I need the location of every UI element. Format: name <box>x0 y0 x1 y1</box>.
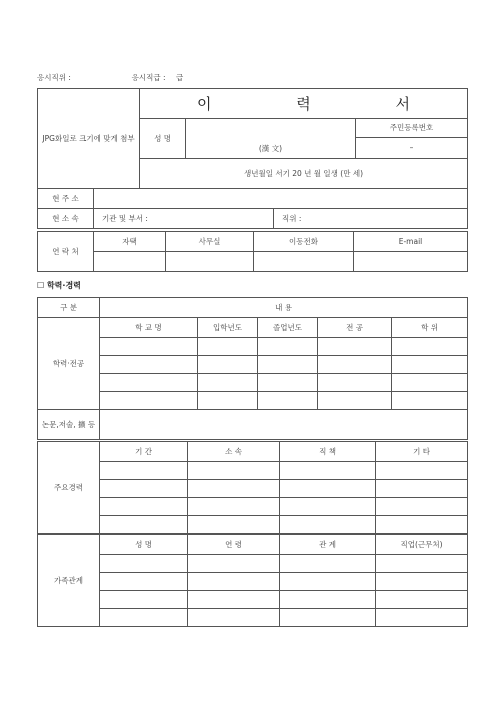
career-cell[interactable] <box>376 480 468 498</box>
edu-col-school: 학 교 명 <box>100 318 198 338</box>
edu-cell[interactable] <box>100 374 198 392</box>
family-cell[interactable] <box>280 591 376 609</box>
contact-office-field[interactable] <box>166 252 254 272</box>
grade-suffix: 급 <box>175 73 184 82</box>
edu-cell[interactable] <box>198 392 258 410</box>
address-field[interactable] <box>94 189 468 209</box>
edu-cell[interactable] <box>392 374 468 392</box>
contact-mobile-field[interactable] <box>254 252 354 272</box>
family-cell[interactable] <box>100 573 188 591</box>
edu-cell[interactable] <box>198 356 258 374</box>
edu-cell[interactable] <box>392 356 468 374</box>
career-cell[interactable] <box>100 516 188 534</box>
section-title: ☐ 학력·경력 <box>37 281 81 290</box>
family-col-name: 성 명 <box>100 535 188 555</box>
career-col-period: 기 간 <box>100 442 188 462</box>
papers-label: 논문,저술, 擴 등 <box>38 410 100 440</box>
resident-label: 주민등록번호 <box>356 119 467 138</box>
career-cell[interactable] <box>100 480 188 498</box>
family-cell[interactable] <box>376 573 468 591</box>
edu-col-grad: 졸업년도 <box>258 318 318 338</box>
family-label: 가족관계 <box>38 535 100 627</box>
photo-area[interactable] <box>38 89 140 189</box>
career-col-other: 기 타 <box>376 442 468 462</box>
edu-col-major: 전 공 <box>318 318 392 338</box>
edu-cell[interactable] <box>318 356 392 374</box>
contact-col-home: 자택 <box>94 232 166 252</box>
career-cell[interactable] <box>280 462 376 480</box>
papers-field[interactable] <box>100 410 468 440</box>
family-col-relation: 관 계 <box>280 535 376 555</box>
personal-info-table <box>37 88 468 229</box>
family-cell[interactable] <box>376 555 468 573</box>
form-title: 이 력 서 <box>140 89 468 119</box>
edu-cell[interactable] <box>100 338 198 356</box>
career-cell[interactable] <box>188 498 280 516</box>
edu-cell[interactable] <box>258 374 318 392</box>
family-cell[interactable] <box>280 555 376 573</box>
photo-note: JPG화일로 크기에 맞게 첨부 <box>42 133 135 143</box>
position-label: 응시직위 : <box>37 73 71 82</box>
application-header <box>37 72 191 83</box>
career-cell[interactable] <box>280 480 376 498</box>
career-cell[interactable] <box>188 516 280 534</box>
career-cell[interactable] <box>100 498 188 516</box>
edu-cell[interactable] <box>198 338 258 356</box>
family-cell[interactable] <box>100 609 188 627</box>
contact-col-email: E-mail <box>354 232 468 252</box>
career-cell[interactable] <box>280 498 376 516</box>
career-cell[interactable] <box>280 516 376 534</box>
edu-col-degree: 학 위 <box>392 318 468 338</box>
career-cell[interactable] <box>376 462 468 480</box>
career-label: 주요경력 <box>38 442 100 534</box>
career-cell[interactable] <box>376 498 468 516</box>
education-row-label: 학력·전공 <box>38 318 100 410</box>
resident-cell <box>356 119 468 159</box>
grade-label: 응시직급 : <box>131 73 166 82</box>
edu-cell[interactable] <box>392 392 468 410</box>
content-label: 내 용 <box>100 298 468 318</box>
affiliation-position-label: 직위 : <box>282 214 302 223</box>
name-field[interactable] <box>186 119 356 159</box>
edu-cell[interactable] <box>318 338 392 356</box>
resident-field[interactable]: – <box>409 143 414 152</box>
career-cell[interactable] <box>188 480 280 498</box>
career-cell[interactable] <box>376 516 468 534</box>
address-label: 현 주 소 <box>38 189 94 209</box>
family-cell[interactable] <box>280 609 376 627</box>
family-cell[interactable] <box>376 609 468 627</box>
affiliation-label: 현 소 속 <box>38 209 94 229</box>
contact-col-mobile: 이동전화 <box>254 232 354 252</box>
category-label: 구 분 <box>38 298 100 318</box>
edu-cell[interactable] <box>318 392 392 410</box>
career-col-role: 직 책 <box>280 442 376 462</box>
family-col-job: 직업(근무처) <box>376 535 468 555</box>
affiliation-dept-field[interactable] <box>94 209 274 229</box>
affiliation-dept-label: 기관 및 부서 : <box>102 214 148 223</box>
family-cell[interactable] <box>188 555 280 573</box>
hanja-label: (漢 文) <box>258 144 283 153</box>
family-cell[interactable] <box>376 591 468 609</box>
career-col-affiliation: 소 속 <box>188 442 280 462</box>
family-cell[interactable] <box>188 573 280 591</box>
career-table <box>37 441 468 534</box>
name-label: 성 명 <box>140 119 186 159</box>
edu-col-entry: 입학년도 <box>198 318 258 338</box>
career-cell[interactable] <box>188 462 280 480</box>
edu-cell[interactable] <box>100 356 198 374</box>
family-cell[interactable] <box>188 591 280 609</box>
family-cell[interactable] <box>280 573 376 591</box>
edu-cell[interactable] <box>198 374 258 392</box>
edu-cell[interactable] <box>258 392 318 410</box>
family-table <box>37 534 468 627</box>
edu-cell[interactable] <box>258 338 318 356</box>
family-cell[interactable] <box>100 591 188 609</box>
contact-col-office: 사무실 <box>166 232 254 252</box>
edu-cell[interactable] <box>392 338 468 356</box>
contact-table <box>37 231 468 272</box>
family-col-age: 연 령 <box>188 535 280 555</box>
affiliation-position-field[interactable] <box>274 209 468 229</box>
birth-line[interactable]: 생년월일 서기 20 년 월 일생 (만 세) <box>140 159 468 189</box>
edu-cell[interactable] <box>258 356 318 374</box>
contact-home-field[interactable] <box>94 252 166 272</box>
edu-cell[interactable] <box>318 374 392 392</box>
family-cell[interactable] <box>188 609 280 627</box>
edu-cell[interactable] <box>100 392 198 410</box>
career-cell[interactable] <box>100 462 188 480</box>
family-cell[interactable] <box>100 555 188 573</box>
education-table <box>37 297 468 440</box>
contact-label: 연 락 처 <box>38 232 94 272</box>
contact-email-field[interactable] <box>354 252 468 272</box>
